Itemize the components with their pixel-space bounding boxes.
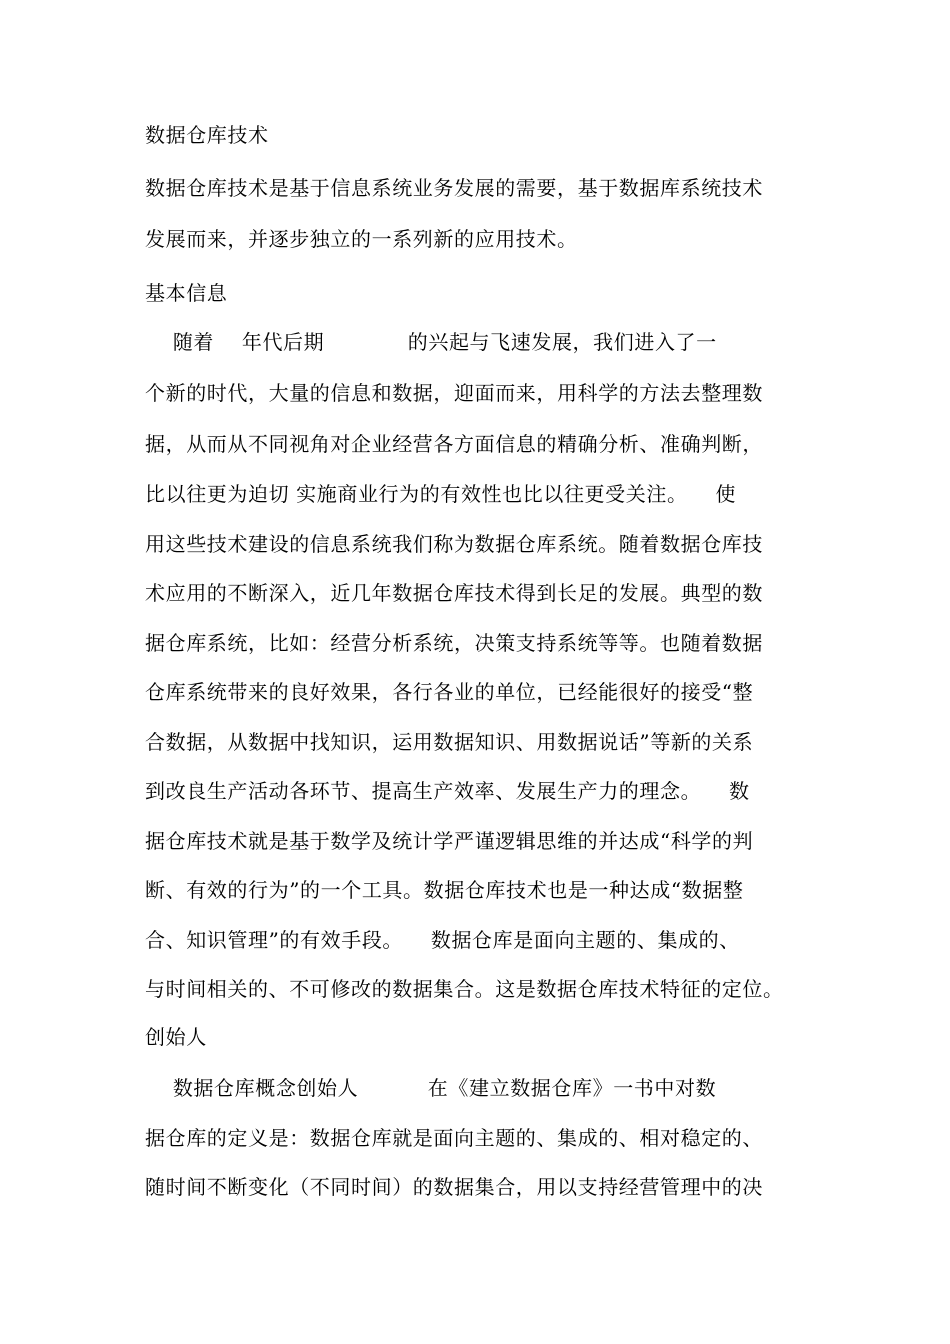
- paragraph-line: 据仓库技术就是基于数学及统计学严谨逻辑思维的并达成“科学的判: [145, 829, 754, 853]
- paragraph-line: 仓库系统带来的良好效果，各行各业的单位，已经能很好的接受“整: [145, 680, 754, 704]
- section-heading-data-warehouse: 数据仓库技术: [145, 123, 269, 147]
- paragraph-line: 随着 年代后期 的兴起与飞速发展，我们进入了一: [145, 330, 717, 354]
- paragraph-line: 合数据，从数据中找知识，运用数据知识、用数据说话”等新的关系: [145, 730, 754, 754]
- paragraph-line: 据仓库的定义是：数据仓库就是面向主题的、集成的、相对稳定的、: [145, 1126, 763, 1150]
- paragraph-line: 据仓库系统，比如：经营分析系统，决策支持系统等等。也随着数据: [145, 631, 763, 655]
- paragraph-line: 与时间相关的、不可修改的数据集合。这是数据仓库技术特征的定位。: [145, 977, 784, 1001]
- paragraph-line: 到改良生产活动各环节、提高生产效率、发展生产力的理念。 数: [145, 779, 750, 803]
- paragraph-line: 发展而来，并逐步独立的一系列新的应用技术。: [145, 227, 578, 251]
- paragraph-line: 随时间不断变化（不同时间）的数据集合，用以支持经营管理中的决: [145, 1175, 763, 1199]
- paragraph-line: 数据仓库技术是基于信息系统业务发展的需要，基于数据库系统技术: [145, 176, 763, 200]
- section-heading-founder: 创始人: [145, 1025, 207, 1049]
- paragraph-line: 比以往更为迫切 实施商业行为的有效性也比以往更受关注。 使: [145, 482, 736, 506]
- paragraph-line: 据，从而从不同视角对企业经营各方面信息的精确分析、准确判断，: [145, 432, 763, 456]
- paragraph-line: 断、有效的行为”的一个工具。数据仓库技术也是一种达成“数据整: [145, 878, 744, 902]
- paragraph-line: 术应用的不断深入，近几年数据仓库技术得到长足的发展。典型的数: [145, 581, 763, 605]
- paragraph-line: 合、知识管理”的有效手段。 数据仓库是面向主题的、集成的、: [145, 928, 740, 952]
- section-heading-basic-info: 基本信息: [145, 281, 228, 305]
- paragraph-line: 用这些技术建设的信息系统我们称为数据仓库系统。随着数据仓库技: [145, 532, 763, 556]
- paragraph-line: 个新的时代，大量的信息和数据，迎面而来，用科学的方法去整理数: [145, 381, 763, 405]
- paragraph-line: 数据仓库概念创始人 在《建立数据仓库》一书中对数: [145, 1076, 717, 1100]
